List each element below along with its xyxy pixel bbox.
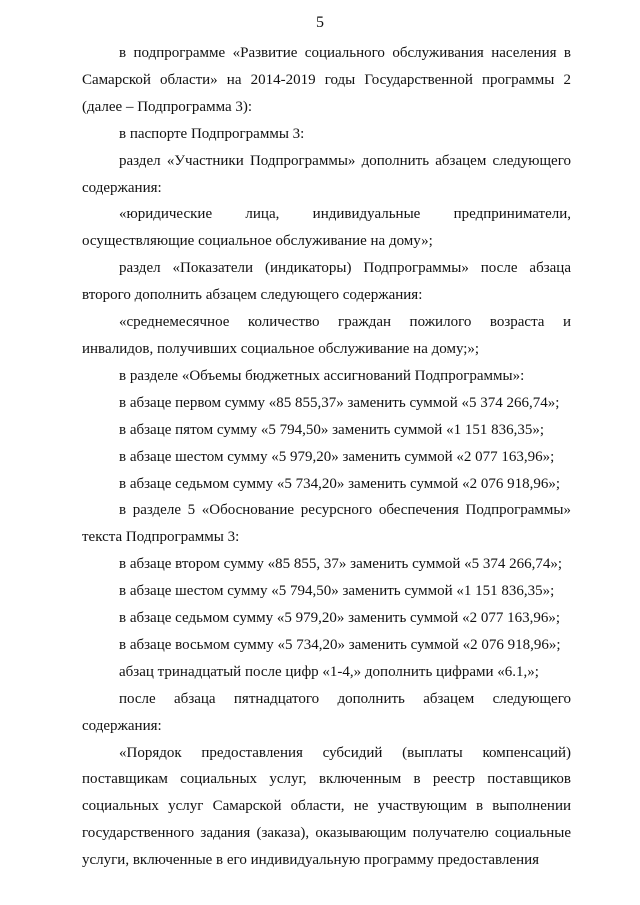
paragraph-indicators-text: «среднемесячное количество граждан пожилого возраста и инвалидов, получивших социальное обслуживание на дому;»; (82, 314, 571, 357)
paragraph-passport: в паспорте Подпрограммы 3: (119, 125, 305, 142)
paragraph-procedure: «Порядок предоставления субсидий (выплаты компенсаций) поставщикам социальных услуг, включенным в реестр поставщиков социальных услуг Самарской области, не участвующим в выполнении государственного задания (заказа), оказывающим получателю социальные услуги, включенные в его индивидуальную программу предоставления (82, 744, 571, 869)
paragraph-after-fifteenth: после абзаца пятнадцатого дополнить абзацем следующего содержания: (82, 690, 571, 734)
page-number: 5 (316, 14, 324, 31)
paragraph-section5-sixth: в абзаце шестом сумму «5 794,50» заменить суммой «1 151 836,35»; (119, 583, 555, 600)
paragraph-participants-text: «юридические лица, индивидуальные предприниматели, осуществляющие социальное обслуживание на дому»; (82, 206, 571, 250)
paragraph-budget-first: в абзаце первом сумму «85 855,37» заменить суммой «5 374 266,74»; (119, 394, 560, 411)
paragraph-indicators-section: раздел «Показатели (индикаторы) Подпрограммы» после абзаца второго дополнить абзацем следующего содержания: (82, 260, 571, 304)
paragraph-budget-seventh: в абзаце седьмом сумму «5 734,20» заменить суммой «2 076 918,96»; (119, 475, 560, 492)
paragraph-budget-fifth: в абзаце пятом сумму «5 794,50» заменить суммой «1 151 836,35»; (119, 421, 545, 438)
paragraph-section5-seventh: в абзаце седьмом сумму «5 979,20» заменить суммой «2 077 163,96»; (119, 610, 560, 627)
document-body (82, 40, 571, 874)
paragraph-budget-section: в разделе «Объемы бюджетных ассигнований Подпрограммы»: (119, 367, 525, 384)
paragraph-section5-eighth: в абзаце восьмом сумму «5 734,20» заменить суммой «2 076 918,96»; (119, 636, 561, 653)
paragraph-section-5: в разделе 5 «Обоснование ресурсного обеспечения Подпрограммы» текста Подпрограммы 3: (82, 502, 571, 546)
paragraph-section5-second: в абзаце втором сумму «85 855, 37» заменить суммой «5 374 266,74»; (119, 556, 563, 573)
paragraph-budget-sixth: в абзаце шестом сумму «5 979,20» заменить суммой «2 077 163,96»; (119, 448, 555, 465)
paragraph-thirteenth: абзац тринадцатый после цифр «1-4,» дополнить цифрами «6.1,»; (119, 663, 539, 680)
paragraph-subprogram-intro: в подпрограмме «Развитие социального обслуживания населения в Самарской области» на 2014-2019 годы Государственной программы 2 (далее – Подпрограмма 3): (82, 45, 571, 115)
paragraph-participants-section: раздел «Участники Подпрограммы» дополнить абзацем следующего содержания: (82, 152, 571, 196)
